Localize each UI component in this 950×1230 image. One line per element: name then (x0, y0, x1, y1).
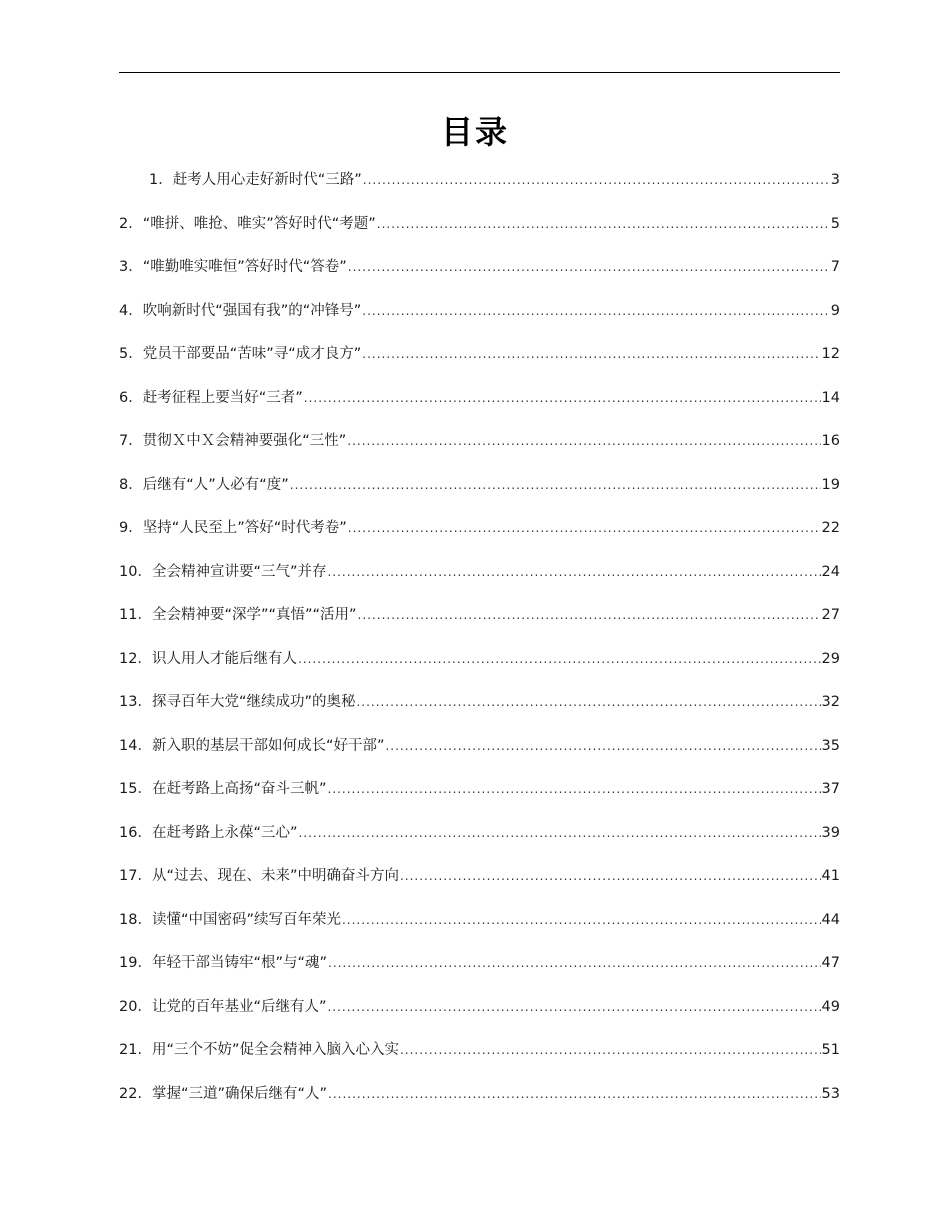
toc-entry[interactable] (119, 1035, 840, 1079)
toc-entry-page-number: 53 (821, 1085, 840, 1102)
toc-entry-number: 13． (119, 694, 152, 710)
toc-entry-number: 22． (119, 1085, 152, 1102)
toc-entry-number: 8． (119, 476, 143, 493)
toc-list (119, 165, 840, 1122)
toc-entry[interactable] (119, 905, 840, 949)
toc-entry-page-number: 24 (821, 563, 840, 580)
toc-dot-leader (327, 774, 820, 804)
toc-dot-leader (304, 383, 821, 413)
toc-entry[interactable] (119, 513, 840, 557)
toc-entry-number: 18． (119, 911, 152, 928)
toc-dot-leader (348, 513, 821, 543)
toc-entry-page-number: 29 (821, 650, 840, 667)
toc-entry-page-number: 7 (830, 259, 840, 275)
toc-entry[interactable] (119, 470, 840, 514)
toc-entry-page-number: 51 (821, 1042, 840, 1058)
toc-entry-number: 10． (119, 563, 152, 580)
toc-entry[interactable] (119, 252, 840, 296)
toc-entry-number: 7． (119, 433, 143, 449)
toc-entry-number: 12． (119, 650, 152, 667)
toc-entry-title: 在赶考路上永葆“三心” (151, 824, 298, 841)
toc-entry-title: 在赶考路上高扬“奋斗三帆” (151, 781, 327, 797)
toc-entry[interactable] (119, 644, 840, 688)
toc-entry-number: 2． (119, 215, 143, 232)
toc-entry-page-number: 35 (821, 737, 840, 754)
toc-entry-title: “唯勤唯实唯恒”答好时代“答卷” (142, 259, 347, 275)
toc-dot-leader (290, 470, 821, 500)
toc-dot-leader (328, 1079, 821, 1109)
toc-entry-number: 14． (119, 737, 152, 754)
toc-entry-page-number: 5 (830, 215, 840, 232)
toc-entry-title: 从“过去、现在、未来”中明确奋斗方向 (151, 868, 399, 884)
toc-entry-page-number: 16 (821, 433, 840, 449)
toc-entry-number: 19． (119, 955, 152, 971)
toc-entry-title: 年轻干部当铸牢“根”与“魂” (151, 955, 328, 971)
toc-entry[interactable] (119, 557, 840, 601)
toc-dot-leader (347, 426, 820, 456)
toc-entry-title: 全会精神要“深学”“真悟”“活用” (151, 607, 357, 623)
toc-entry[interactable] (119, 383, 840, 427)
toc-entry-title: 掌握“三道”确保后继有“人” (151, 1085, 328, 1102)
toc-entry[interactable] (119, 1079, 840, 1123)
toc-entry-number: 6． (119, 389, 143, 406)
toc-dot-leader (362, 296, 829, 326)
toc-entry-page-number: 27 (821, 607, 840, 623)
toc-entry[interactable] (119, 426, 840, 470)
toc-entry[interactable] (119, 339, 840, 383)
toc-dot-leader (358, 600, 821, 630)
toc-entry-number: 11． (119, 607, 152, 623)
toc-dot-leader (327, 557, 820, 587)
toc-entry-number: 1． (149, 172, 173, 188)
toc-entry[interactable] (119, 948, 840, 992)
toc-entry-page-number: 39 (821, 824, 840, 841)
toc-entry[interactable] (119, 818, 840, 862)
toc-entry-number: 21． (119, 1042, 152, 1058)
toc-entry-page-number: 44 (821, 911, 840, 928)
toc-entry-title: 后继有“人”人必有“度” (142, 476, 289, 493)
header-rule (119, 72, 840, 73)
toc-dot-leader (298, 644, 821, 674)
toc-entry[interactable] (119, 209, 840, 253)
toc-entry-page-number: 32 (821, 694, 840, 710)
toc-entry-title: 识人用人才能后继有人 (151, 650, 297, 667)
toc-entry-title: 用“三个不妨”促全会精神入脑入心入实 (151, 1042, 399, 1058)
toc-entry-page-number: 14 (821, 389, 840, 406)
toc-entry-page-number: 37 (821, 781, 840, 797)
toc-dot-leader (342, 905, 821, 935)
toc-entry-number: 5． (119, 346, 143, 362)
toc-dot-leader (377, 209, 830, 239)
toc-entry-title: 赶考人用心走好新时代“三路” (172, 172, 362, 188)
toc-entry-page-number: 41 (821, 868, 840, 884)
toc-entry-title: 全会精神宣讲要“三气”并存 (151, 563, 327, 580)
toc-entry-number: 15． (119, 781, 152, 797)
toc-entry[interactable] (119, 600, 840, 644)
toc-entry[interactable] (119, 687, 840, 731)
toc-entry-title: 坚持“人民至上”答好“时代考卷” (142, 520, 347, 536)
toc-entry-title: 贯彻Ｘ中Ｘ会精神要强化“三性” (142, 433, 347, 449)
toc-entry[interactable] (119, 861, 840, 905)
toc-entry-page-number: 12 (821, 346, 840, 362)
toc-entry-page-number: 49 (821, 998, 840, 1015)
toc-dot-leader (327, 992, 820, 1022)
toc-entry-number: 9． (119, 520, 143, 536)
toc-entry-title: 赶考征程上要当好“三者” (142, 389, 303, 406)
toc-entry[interactable] (119, 296, 840, 340)
toc-dot-leader (348, 252, 830, 282)
toc-entry-page-number: 9 (830, 302, 840, 319)
toc-entry-number: 20． (119, 998, 152, 1015)
toc-dot-leader (400, 861, 821, 891)
toc-entry-number: 16． (119, 824, 152, 841)
toc-entry-title: 探寻百年大党“继续成功”的奥秘 (151, 694, 356, 710)
toc-entry-page-number: 47 (821, 955, 840, 971)
toc-entry-page-number: 19 (821, 476, 840, 493)
toc-entry[interactable] (119, 731, 840, 775)
toc-entry-title: 党员干部要品“苦味”寻“成才良方” (142, 346, 362, 362)
toc-dot-leader (385, 731, 820, 761)
toc-entry-number: 4． (119, 302, 143, 319)
toc-entry[interactable] (119, 774, 840, 818)
toc-entry-title: 吹响新时代“强国有我”的“冲锋号” (142, 302, 362, 319)
toc-entry-page-number: 22 (821, 520, 840, 536)
toc-entry-page-number: 3 (830, 172, 840, 188)
toc-dot-leader (328, 948, 821, 978)
toc-dot-leader (356, 687, 820, 717)
toc-dot-leader (363, 165, 830, 195)
toc-dot-leader (400, 1035, 821, 1065)
toc-entry-title: 新入职的基层干部如何成长“好干部” (151, 737, 385, 754)
toc-entry-number: 17． (119, 868, 152, 884)
toc-entry[interactable] (119, 165, 840, 209)
toc-dot-leader (298, 818, 820, 848)
toc-entry[interactable] (119, 992, 840, 1036)
toc-dot-leader (362, 339, 820, 369)
toc-entry-number: 3． (119, 259, 143, 275)
toc-entry-title: 读懂“中国密码”续写百年荣光 (151, 911, 341, 928)
toc-title: 目录 (440, 113, 509, 151)
toc-entry-title: 让党的百年基业“后继有人” (151, 998, 327, 1015)
toc-entry-title: “唯拼、唯抢、唯实”答好时代“考题” (142, 215, 376, 232)
